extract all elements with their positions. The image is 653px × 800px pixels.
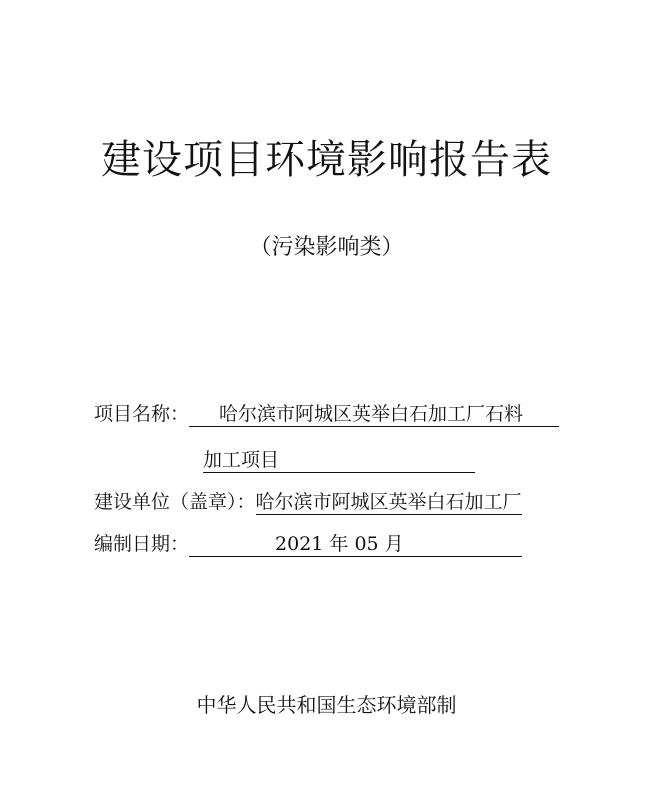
project-name-continuation: [203, 446, 475, 474]
date-value: 2021 年 05 月: [189, 532, 522, 557]
document-title: 建设项目环境影响报告表: [101, 137, 552, 183]
builder-field: [94, 488, 522, 516]
project-name-field: [94, 400, 559, 428]
project-name-label: 项目名称：: [94, 403, 190, 425]
project-name-value-line2: 加工项目: [203, 448, 475, 473]
date-label: 编制日期：: [94, 533, 190, 555]
builder-value: 哈尔滨市阿城区英举白石加工厂: [255, 491, 522, 513]
date-field: [94, 530, 522, 558]
issuer-footer: 中华人民共和国生态环境部制: [196, 693, 457, 717]
document-subtitle: （污染影响类）: [249, 235, 404, 260]
builder-label: 建设单位（盖章）：: [94, 491, 256, 513]
project-name-value-line1: 哈尔滨市阿城区英举白石加工厂石料: [189, 402, 559, 427]
